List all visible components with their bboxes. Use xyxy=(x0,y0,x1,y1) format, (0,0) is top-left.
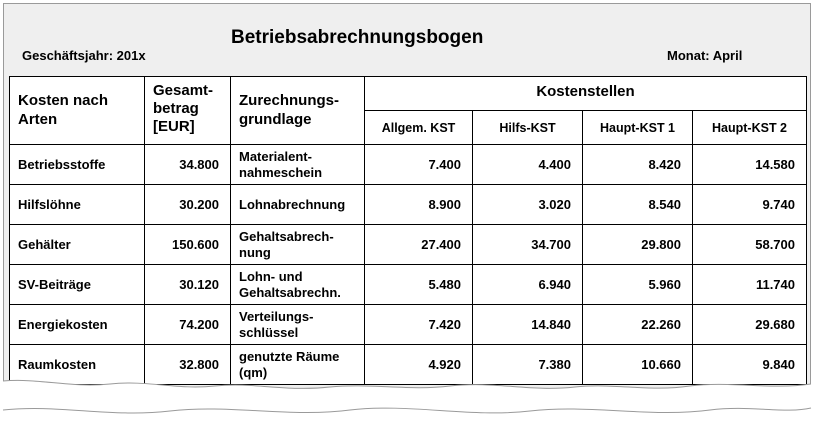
header-kst2: Hilfs-KST xyxy=(473,111,583,145)
cell-kst3: 8.540 xyxy=(583,185,693,225)
cell-kst2: 7.380 xyxy=(473,345,583,385)
cell-kst1: 4.920 xyxy=(365,345,473,385)
month: Monat: April xyxy=(667,48,743,63)
cell-basis-line1: Materialent- xyxy=(239,148,312,164)
cell-total: 30.120 xyxy=(145,265,231,305)
cell-kst3: 10.660 xyxy=(583,345,693,385)
cell-kst3: 8.420 xyxy=(583,145,693,185)
cell-kst4: 9.740 xyxy=(693,185,807,225)
cell-kst3: 5.960 xyxy=(583,265,693,305)
cell-basis-line1: Lohn- und xyxy=(239,268,303,284)
cell-total: 74.200 xyxy=(145,305,231,345)
cell-total: 34.800 xyxy=(145,145,231,185)
cell-cost-type: Raumkosten xyxy=(10,345,145,385)
cell-kst4: 29.680 xyxy=(693,305,807,345)
cell-kst4: 14.580 xyxy=(693,145,807,185)
cell-total: 150.600 xyxy=(145,225,231,265)
cell-cost-type: SV-Beiträge xyxy=(10,265,145,305)
document-title: Betriebsabrechnungsbogen xyxy=(231,27,484,48)
header-total-line3: [EUR] xyxy=(153,118,195,135)
cell-basis-line1: Verteilungs- xyxy=(239,308,314,324)
cell-kst2: 34.700 xyxy=(473,225,583,265)
cell-kst4: 11.740 xyxy=(693,265,807,305)
cell-kst1: 7.420 xyxy=(365,305,473,345)
cell-kst3: 22.260 xyxy=(583,305,693,345)
cell-basis-line2: nung xyxy=(239,244,271,260)
header-cost-types-line2: Arten xyxy=(18,111,58,128)
cell-cost-type: Gehälter xyxy=(10,225,145,265)
cell-basis-line1: Gehaltsabrech- xyxy=(239,228,334,244)
cell-kst4: 58.700 xyxy=(693,225,807,265)
cell-kst2: 14.840 xyxy=(473,305,583,345)
header-cost-centers: Kostenstellen xyxy=(365,77,807,111)
header-total-line1: Gesamt- xyxy=(153,82,214,99)
cell-cost-type: Hilfslöhne xyxy=(10,185,145,225)
cell-cost-type: Energiekosten xyxy=(10,305,145,345)
cell-cost-type: Betriebsstoffe xyxy=(10,145,145,185)
cell-kst1: 8.900 xyxy=(365,185,473,225)
cell-kst2: 3.020 xyxy=(473,185,583,225)
header-basis-line2: grundlage xyxy=(239,111,312,128)
cell-kst2: 6.940 xyxy=(473,265,583,305)
cell-total: 30.200 xyxy=(145,185,231,225)
cell-basis-line2: (qm) xyxy=(239,364,268,380)
cell-kst1: 7.400 xyxy=(365,145,473,185)
header-cost-types-line1: Kosten nach xyxy=(18,92,109,109)
cell-kst4: 9.840 xyxy=(693,345,807,385)
cell-total: 32.800 xyxy=(145,345,231,385)
cell-kst1: 27.400 xyxy=(365,225,473,265)
cell-basis-line1: genutzte Räume xyxy=(239,348,340,364)
header-kst3: Haupt-KST 1 xyxy=(583,111,693,145)
cell-basis-line2: schlüssel xyxy=(239,324,299,340)
header-basis-line1: Zurechnungs- xyxy=(239,92,339,109)
cell-basis-line2: Gehaltsabrechn. xyxy=(239,284,341,300)
fiscal-year: Geschäftsjahr: 201x xyxy=(22,48,146,63)
cell-kst3: 29.800 xyxy=(583,225,693,265)
header-kst1: Allgem. KST xyxy=(365,111,473,145)
header-kst4: Haupt-KST 2 xyxy=(693,111,807,145)
cell-basis-line2: nahmeschein xyxy=(239,164,323,180)
cell-kst1: 5.480 xyxy=(365,265,473,305)
header-total-line2: betrag xyxy=(153,100,199,117)
cell-basis-line1: Lohnabrechnung xyxy=(239,196,346,212)
cell-kst2: 4.400 xyxy=(473,145,583,185)
